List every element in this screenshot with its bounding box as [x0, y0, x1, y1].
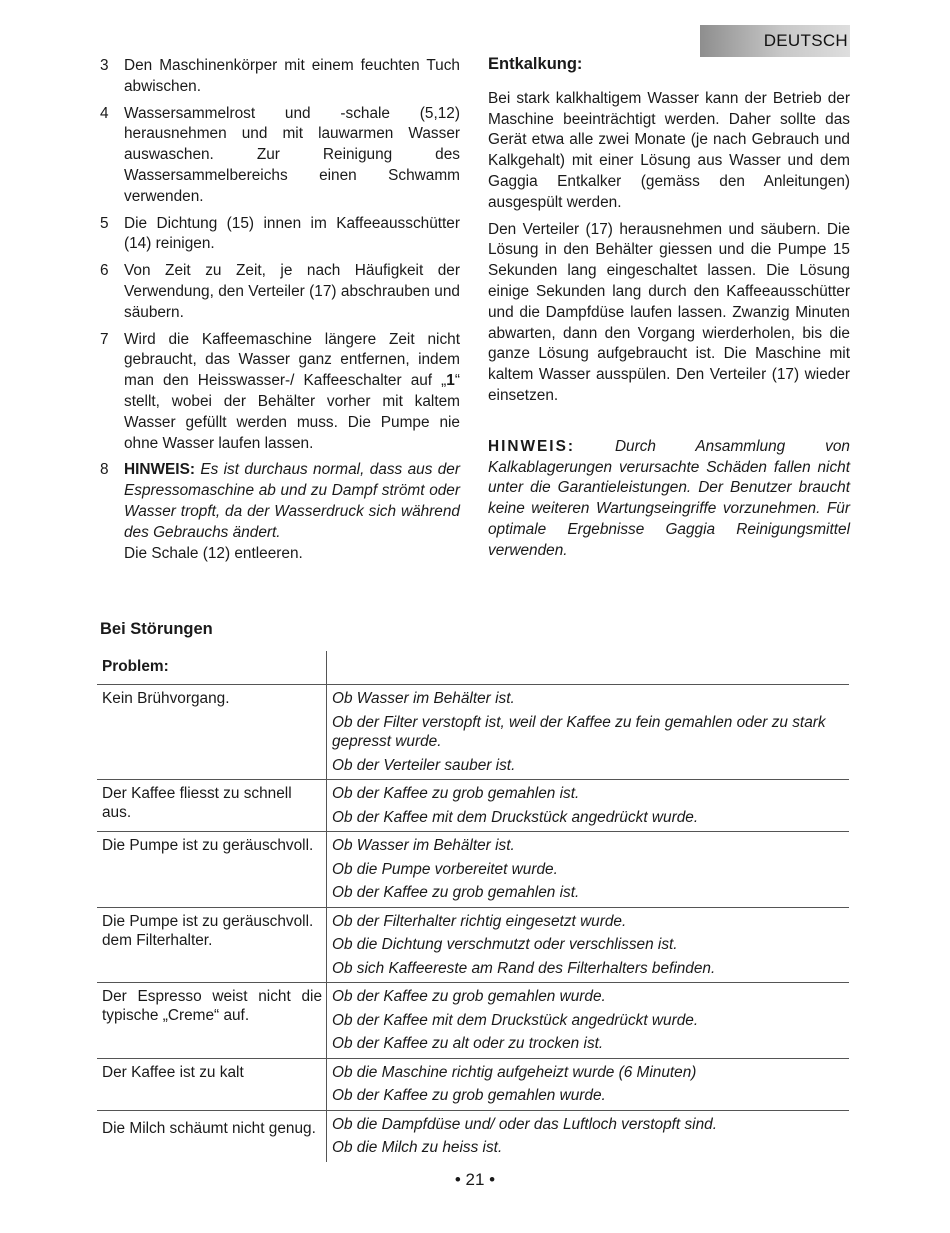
cause-text: Ob die Milch zu heiss ist.	[332, 1139, 503, 1156]
descaling-paragraph: Den Verteiler (17) herausnehmen und säubern. Die Lösung in den Behälter giessen und die Pumpe 15 Sekunden lang eingeschaltet lassen. Die Lösung einige Sekunden lang durch den Kaffeeausschütter und die Dampfdüse laufen lassen. Zwanzig Minuten abwarten, dann den Vorgang wierderholen, bis die ganze Lösung aufgebraucht ist. Die Maschine mit kaltem Wasser ausspülen. Den Verteiler (17) wieder einsetzen.	[488, 220, 850, 404]
item-text	[124, 330, 460, 455]
table-header	[97, 651, 849, 685]
descaling-column	[488, 54, 850, 562]
note-text: Es ist durchaus normal, dass aus der Espressomaschine ab und zu Dampf strömt oder Wasser tropft, da der Wasserdruck sich während des Gebrauchs ändert.	[124, 461, 460, 541]
problem-cell: Die Milch schäumt nicht genug.	[102, 1119, 316, 1137]
item-number: 6	[100, 262, 109, 280]
column-header-problem: Problem:	[102, 658, 169, 675]
page-number: • 21 •	[454, 1170, 496, 1189]
causes-cell	[326, 908, 849, 983]
cause-text: Ob der Kaffee mit dem Druckstück angedrückt wurde.	[332, 808, 699, 826]
problem-cell: Die Pumpe ist zu geräuschvoll.	[102, 837, 314, 854]
cause-text: Ob die Maschine richtig aufgeheizt wurde (6 Minuten)	[332, 1063, 697, 1081]
note-text: Durch Ansammlung von Kalkablagerungen verursachte Schäden fallen nicht unter die Garantieleistungen. Der Benutzer braucht keine weiteren Wartungseingriffe vorzunehmen. Für optimale Ergebnisse Gaggia Reinigungsmittel verwenden.	[488, 437, 850, 559]
cleaning-steps-column	[100, 56, 460, 570]
item-number: 4	[100, 104, 109, 122]
item-text: Wassersammelrost und -schale (5,12) herausnehmen und mit lauwarmen Wasser auswaschen. Zur Reinigung des Wassersammelbereichs einen Schwamm verwenden.	[124, 104, 460, 205]
causes-cell	[326, 780, 849, 831]
table-row	[97, 1111, 849, 1162]
language-label: DEUTSCH	[763, 31, 848, 50]
list-item	[100, 261, 460, 323]
cause-text: Ob sich Kaffeereste am Rand des Filterhalters befinden.	[332, 959, 716, 977]
problem-cell: Der Kaffee ist zu kalt	[102, 1063, 244, 1081]
causes-cell	[326, 1111, 849, 1162]
language-tab	[700, 25, 850, 57]
cause-text: Ob der Verteiler sauber ist.	[332, 756, 516, 774]
item-text: Den Maschinenkörper mit einem feuchten Tuch abwischen.	[124, 57, 460, 95]
list-item	[100, 104, 460, 208]
cause-text: Ob der Kaffee zu alt oder zu trocken ist.	[332, 1035, 604, 1052]
cause-text: Ob der Filterhalter richtig eingesetzt wurde.	[332, 912, 627, 930]
list-item	[100, 56, 460, 98]
table-row	[97, 908, 849, 984]
troubleshooting-table	[97, 651, 849, 1162]
table-row	[97, 1059, 849, 1111]
item-number: 5	[100, 214, 109, 232]
problem-cell: Der Espresso weist nicht die typische „Creme“ auf.	[102, 988, 322, 1024]
table-row	[97, 780, 849, 832]
descaling-note	[488, 437, 850, 562]
item-text-part: Wird die Kaffeemaschine längere Zeit nicht gebraucht, das Wasser ganz entfernen, indem man den Heisswasser-/ Kaffeeschalter auf „	[124, 330, 460, 390]
troubleshooting-title: Bei Störungen	[100, 620, 213, 638]
column-header-empty	[326, 651, 849, 684]
table-row	[97, 685, 849, 780]
cause-text: Ob der Filter verstopft ist, weil der Kaffee zu fein gemahlen oder zu stark gepresst wurde.	[332, 713, 826, 750]
problem-cell: Die Pumpe ist zu geräuschvoll. dem Filterhalter.	[102, 912, 314, 949]
cause-text: Ob der Kaffee zu grob gemahlen wurde.	[332, 1087, 606, 1104]
item-number: 8	[100, 461, 109, 479]
problem-cell: Kein Brühvorgang.	[102, 690, 230, 707]
note-label: HINWEIS:	[124, 461, 195, 479]
table-row	[97, 832, 849, 908]
item-number: 3	[100, 57, 109, 74]
cause-text: Ob Wasser im Behälter ist.	[332, 690, 515, 707]
cause-text: Ob die Dampfdüse und/ oder das Luftloch verstopft sind.	[332, 1115, 717, 1133]
cause-text: Ob Wasser im Behälter ist.	[332, 837, 515, 854]
descaling-paragraph: Bei stark kalkhaltigem Wasser kann der Betrieb der Maschine beeinträchtigt werden. Daher sollte das Gerät etwa alle zwei Monate (je nach Gebrauch und Kalkgehalt) mit einer Lösung aus Wasser und dem Gaggia Entkalker (gemäss den Anleitungen) ausgespült werden.	[488, 89, 850, 211]
descaling-title: Entkalkung:	[488, 55, 583, 73]
cause-text: Ob der Kaffee zu grob gemahlen wurde.	[332, 988, 606, 1005]
item-text: Die Dichtung (15) innen im Kaffeeausschütter (14) reinigen.	[124, 214, 460, 253]
cause-text: Ob der Kaffee zu grob gemahlen ist.	[332, 884, 580, 901]
causes-cell	[326, 832, 849, 907]
switch-position: 1	[446, 372, 455, 390]
cause-text: Ob der Kaffee zu grob gemahlen ist.	[332, 785, 580, 802]
causes-cell	[326, 1059, 849, 1110]
cause-text: Ob der Kaffee mit dem Druckstück angedrückt wurde.	[332, 1011, 699, 1029]
causes-cell	[326, 685, 849, 779]
item-text-part: “ stellt, wobei der Behälter vorher mit kaltem Wasser gefüllt werden muss. Die Pumpe nie ohne Wasser laufen lassen.	[124, 372, 460, 452]
table-row	[97, 983, 849, 1059]
problem-cell: Der Kaffee fliesst zu schnell aus.	[102, 785, 292, 821]
causes-cell	[326, 983, 849, 1058]
item-number: 7	[100, 330, 109, 348]
item-text	[124, 460, 460, 564]
list-item	[100, 330, 460, 455]
list-item	[100, 214, 460, 256]
item-subtext: Die Schale (12) entleeren.	[124, 544, 303, 562]
cause-text: Ob die Dichtung verschmutzt oder verschlissen ist.	[332, 936, 678, 953]
item-text: Von Zeit zu Zeit, je nach Häufigkeit der Verwendung, den Verteiler (17) abschrauben und säubern.	[124, 262, 460, 321]
cause-text: Ob die Pumpe vorbereitet wurde.	[332, 860, 558, 878]
note-label: HINWEIS:	[488, 437, 575, 455]
list-item	[100, 460, 460, 564]
